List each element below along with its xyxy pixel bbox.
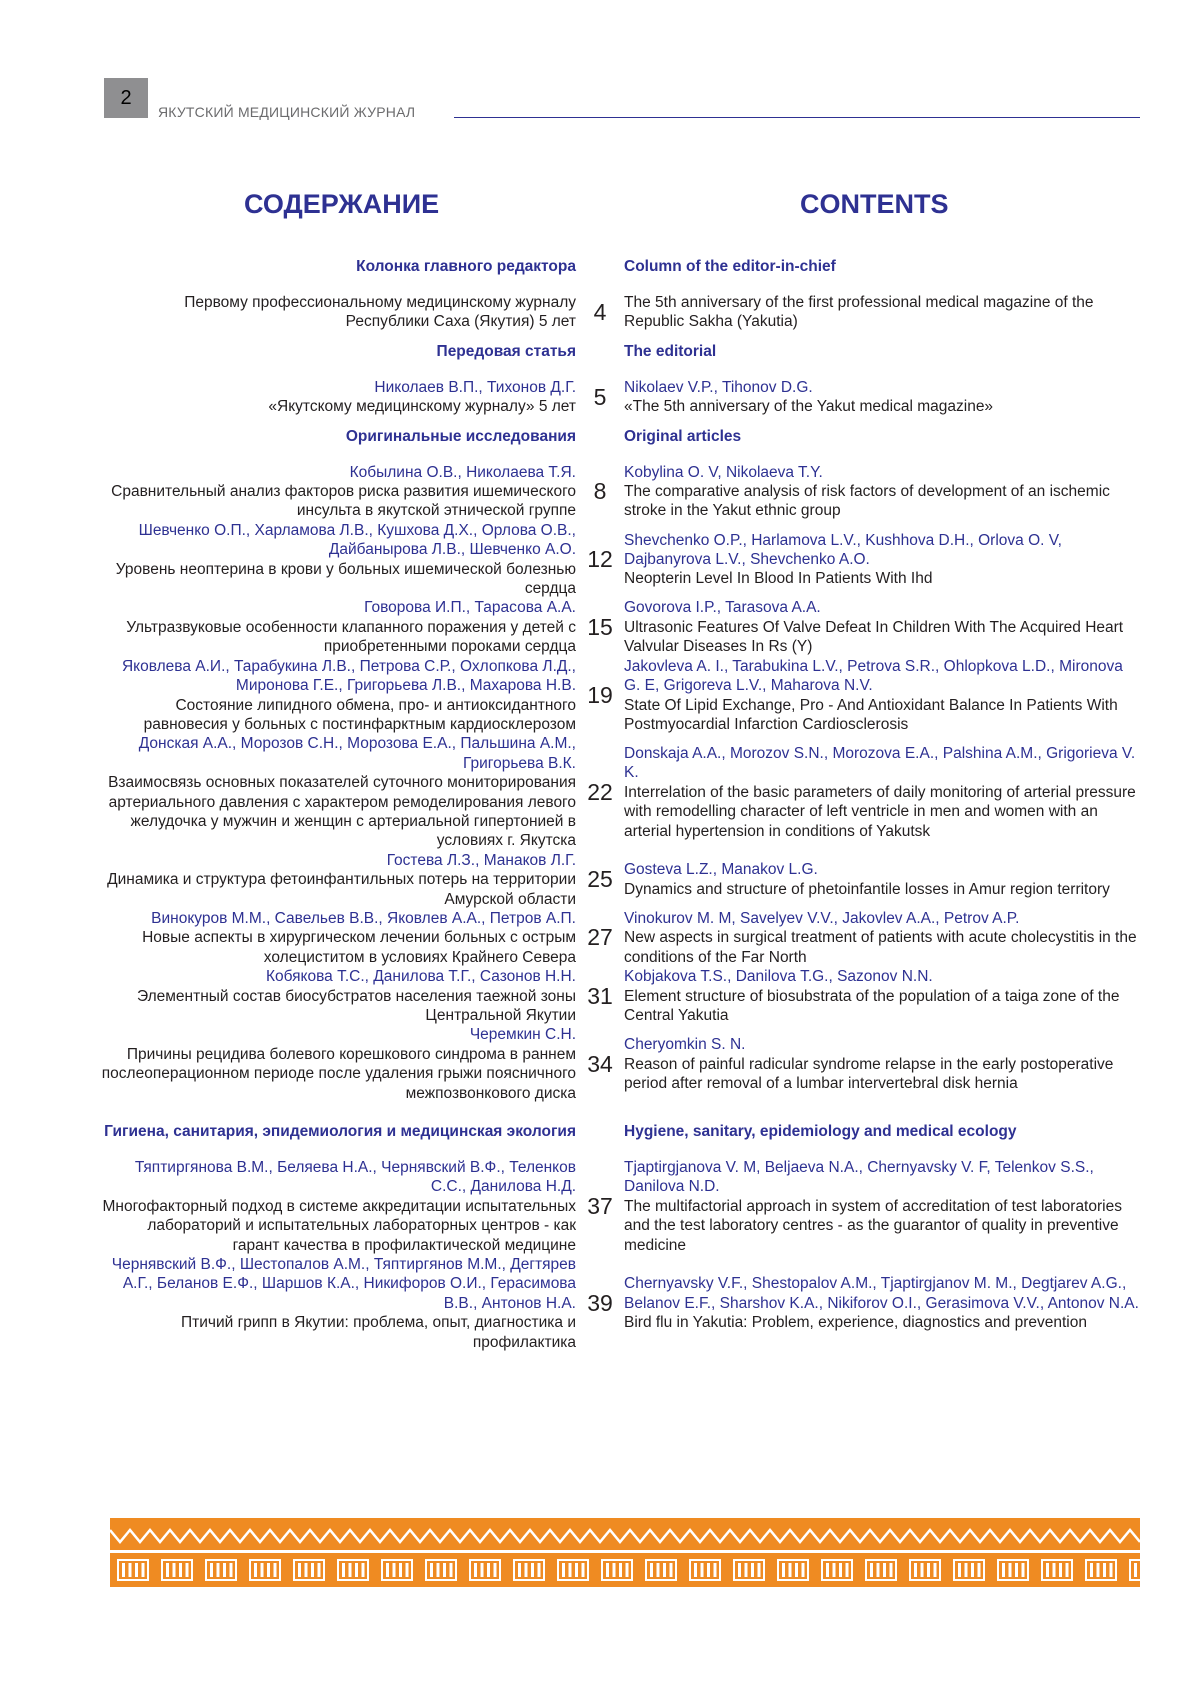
entry-title-ru: Сравнительный анализ факторов риска развития ишемического инсульта в якутской этнической группе xyxy=(111,483,576,520)
entry-page-number: 22 xyxy=(587,778,613,805)
entry-en xyxy=(624,531,1140,589)
entry-page-number: 8 xyxy=(593,478,607,505)
page-number-box: 2 xyxy=(104,78,148,118)
entry-en xyxy=(624,1158,1140,1255)
entry-ru xyxy=(100,521,576,599)
entry-title-en: The multifactorial approach in system of accreditation of test laboratories and the test laboratory centres - as the guarantor of quality in preventive medicine xyxy=(624,1197,1122,1254)
entry-page-number: 15 xyxy=(587,613,613,640)
entry-page-number: 4 xyxy=(593,298,607,325)
entry-page-number: 19 xyxy=(587,681,613,708)
entry-page-number: 27 xyxy=(587,924,613,951)
ornament-border xyxy=(110,1518,1140,1587)
entry-title-en: State Of Lipid Exchange, Pro - And Antioxidant Balance In Patients With Postmyocardial Infarction Cardiosclerosis xyxy=(624,696,1118,733)
entry-title-en: Bird flu in Yakutia: Problem, experience, diagnostics and prevention xyxy=(624,1314,1087,1332)
toc-entry xyxy=(100,378,1140,417)
entry-authors-ru: Говорова И.П., Тарасова А.А. xyxy=(364,599,576,617)
entry-title-en: Reason of painful radicular syndrome relapse in the early postoperative period after removal of a lumbar intervertebral disk hernia xyxy=(624,1055,1114,1092)
toc-entry xyxy=(100,909,1140,967)
section-heading xyxy=(100,256,1140,277)
section-heading xyxy=(100,341,1140,362)
section-title-en: Column of the editor-in-chief xyxy=(624,258,836,275)
entry-authors-en: Nikolaev V.P., Tihonov D.G. xyxy=(624,378,813,396)
entry-title-en: The 5th anniversary of the first professional medical magazine of the Republic Sakha (Yakutia) xyxy=(624,294,1094,331)
entry-ru xyxy=(100,909,576,967)
toc-section xyxy=(100,256,1140,332)
entry-title-ru: Состояние липидного обмена, про- и антиоксидантного равновесия у больных с постинфарктным кардиосклерозом xyxy=(143,696,576,733)
entry-authors-ru: Винокуров М.М., Савельев В.В., Яковлев А.А., Петров А.П. xyxy=(151,909,576,927)
entry-ru xyxy=(100,734,576,850)
entry-title-ru: Новые аспекты в хирургическом лечении больных с острым холециститом в условиях Крайнего Севера xyxy=(142,929,576,966)
entry-title-en: Dynamics and structure of phetoinfantile losses in Amur region territory xyxy=(624,880,1110,898)
entry-authors-ru: Яковлева А.И., Тарабукина Л.В., Петрова С.Р., Охлопкова Л.Д., Миронова Г.Е., Григорьева Л.В., Махарова Н.В. xyxy=(121,657,576,695)
section-title-en: The editorial xyxy=(624,342,717,360)
entry-authors-ru: Донская А.А., Морозов С.Н., Морозова Е.А., Пальшина А.М., Григорьева В.К. xyxy=(138,735,576,772)
toc-entry xyxy=(100,463,1140,521)
entry-authors-en: Govorova I.P., Tarasova A.A. xyxy=(624,599,821,617)
entry-en xyxy=(624,598,1140,656)
entry-title-en: Neopterin Level In Blood In Patients With Ihd xyxy=(624,570,933,588)
entry-authors-ru: Кобякова Т.С., Данилова Т.Г., Сазонов Н.Н. xyxy=(265,968,576,986)
entry-en xyxy=(624,293,1140,332)
entry-page-number: 25 xyxy=(587,866,613,893)
entry-authors-ru: Тяптиргянова В.М., Беляева Н.А., Чернявский В.Ф., Теленков С.С., Данилова Н.Д. xyxy=(134,1159,576,1196)
entry-title-ru: Птичий грипп в Якутии: проблема, опыт, диагностика и профилактика xyxy=(181,1314,576,1351)
entry-en xyxy=(624,1274,1140,1332)
toc-entry xyxy=(100,1025,1140,1103)
entry-authors-en: Donskaja A.A., Morozov S.N., Morozova E.A., Palshina A.M., Grigorieva V. K. xyxy=(624,745,1136,782)
toc-section xyxy=(100,341,1140,417)
entry-en xyxy=(624,967,1140,1025)
entry-authors-en: Kobjakova T.S., Danilova T.G., Sazonov N.N. xyxy=(624,968,933,986)
entry-ru xyxy=(100,378,576,417)
entry-en xyxy=(624,860,1140,899)
toc-entry xyxy=(100,1158,1140,1255)
entry-authors-en: Chernyavsky V.F., Shestopalov A.M., Tjaptirgjanov M. M., Degtjarev A.G., Belanov E.F., Sharshov K.A., Nikiforov O.I., Gerasimova V.V., Antonov N.A. xyxy=(624,1275,1139,1312)
entry-title-en: Element structure of biosubstrata of the population of a taiga zone of the Central Yakutia xyxy=(624,987,1120,1024)
entry-title-en: «The 5th anniversary of the Yakut medical magazine» xyxy=(624,398,994,416)
entry-authors-ru: Чернявский В.Ф., Шестопалов А.М., Тяптиргянов М.М., Дегтярев А.Г., Беланов Е.Ф., Шаршов К.А., Никифоров О.И., Герасимова В.В., Антонов Н.А. xyxy=(111,1256,576,1312)
entry-authors-en: Vinokurov M. M, Savelyev V.V., Jakovlev A.A., Petrov A.P. xyxy=(624,909,1020,927)
entry-authors-ru: Николаев В.П., Тихонов Д.Г. xyxy=(374,378,576,396)
entry-authors-ru: Кобылина О.В., Николаева Т.Я. xyxy=(349,463,576,481)
section-title-ru: Передовая статья xyxy=(436,342,576,360)
entry-authors-ru: Шевченко О.П., Харламова Л.В., Кушхова Д.Х., Орлова О.В., Дайбанырова Л.В., Шевченко А.О. xyxy=(138,521,576,559)
entry-title-ru: «Якутскому медицинскому журналу» 5 лет xyxy=(268,398,576,416)
toc-entry xyxy=(100,293,1140,332)
entry-ru xyxy=(100,598,576,656)
toc-entry xyxy=(100,1255,1140,1352)
contents-heading-en: CONTENTS xyxy=(800,189,949,219)
entry-title-en: The comparative analysis of risk factors of development of an ischemic stroke in the Yakut ethnic group xyxy=(624,483,1110,520)
entry-page-number: 12 xyxy=(587,545,613,572)
entry-title-ru: Динамика и структура фетоинфантильных потерь на территории Амурской области xyxy=(107,871,576,908)
section-title-ru: Оригинальные исследования xyxy=(345,427,576,445)
toc-entry xyxy=(100,967,1140,1025)
toc-entry xyxy=(100,598,1140,656)
toc-section xyxy=(100,1121,1140,1352)
entry-authors-ru: Черемкин С.Н. xyxy=(469,1026,576,1044)
section-title-en: Original articles xyxy=(624,427,742,445)
entry-authors-en: Shevchenko O.P., Harlamova L.V., Kushhova D.H., Orlova O. V, Dajbanyrova L.V., Shevchenko A.O. xyxy=(624,531,1062,568)
entry-en xyxy=(624,657,1140,735)
entry-en xyxy=(624,1035,1140,1093)
entry-ru xyxy=(100,1255,576,1352)
entry-title-ru: Многофакторный подход в системе аккредитации испытательных лабораторий и испытательных лабораторных центров - как гарант качества в профилактической медицине xyxy=(102,1197,576,1254)
table-of-contents xyxy=(100,256,1140,1361)
entry-ru xyxy=(100,463,576,521)
entry-page-number: 34 xyxy=(587,1050,613,1077)
entry-page-number: 31 xyxy=(587,982,613,1009)
entry-ru xyxy=(100,1025,576,1103)
entry-ru xyxy=(100,293,576,332)
toc-entry xyxy=(100,734,1140,850)
entry-title-ru: Уровень неоптерина в крови у больных ишемической болезнью сердца xyxy=(115,560,576,598)
section-title-ru: Гигиена, санитария, эпидемиология и медицинская экология xyxy=(104,1123,576,1141)
entry-authors-en: Gosteva L.Z., Manakov L.G. xyxy=(624,861,818,879)
section-heading xyxy=(100,1121,1140,1142)
entry-authors-en: Cheryomkin S. N. xyxy=(624,1036,746,1054)
entry-title-ru: Ультразвуковые особенности клапанного поражения у детей с приобретенными пороками сердца xyxy=(126,618,576,656)
entry-ru xyxy=(100,1158,576,1255)
toc-entry xyxy=(100,851,1140,909)
header-rule xyxy=(454,117,1140,118)
contents-heading-ru: СОДЕРЖАНИЕ xyxy=(244,189,440,219)
entry-en xyxy=(624,909,1140,967)
section-title-en: Hygiene, sanitary, epidemiology and medical ecology xyxy=(624,1123,1017,1141)
entry-page-number: 5 xyxy=(593,383,607,410)
entry-page-number: 39 xyxy=(587,1289,613,1316)
entry-title-en: Interrelation of the basic parameters of daily monitoring of arterial pressure with remodelling character of left ventricle in men and women with an arterial hypertension in conditions of Yakutsk xyxy=(624,783,1136,840)
toc-entry xyxy=(100,657,1140,735)
entry-en xyxy=(624,744,1140,841)
entry-title-ru: Элементный состав биосубстратов населения таежной зоны Центральной Якутии xyxy=(136,987,576,1024)
section-heading xyxy=(100,426,1140,447)
entry-ru xyxy=(100,851,576,909)
entry-title-ru: Взаимосвязь основных показателей суточного мониторирования артериального давления с характером ремоделирования левого желудочка у мужчин и женщин с артериальной гипертонией в условиях г. Якутска xyxy=(108,774,576,850)
journal-running-title: ЯКУТСКИЙ МЕДИЦИНСКИЙ ЖУРНАЛ xyxy=(158,104,416,120)
entry-en xyxy=(624,378,1140,417)
toc-entry xyxy=(100,521,1140,599)
entry-authors-en: Kobylina O. V, Nikolaeva T.Y. xyxy=(624,463,823,481)
entry-authors-en: Tjaptirgjanova V. M, Beljaeva N.A., Chernyavsky V. F, Telenkov S.S., Danilova N.D. xyxy=(624,1159,1094,1196)
entry-title-en: New aspects in surgical treatment of patients with acute cholecystitis in the conditions of the Far North xyxy=(624,929,1137,966)
entry-ru xyxy=(100,967,576,1025)
toc-section xyxy=(100,426,1140,1103)
entry-authors-ru: Гостева Л.З., Манаков Л.Г. xyxy=(386,851,576,869)
entry-authors-en: Jakovleva A. I., Tarabukina L.V., Petrova S.R., Ohlopkova L.D., Mironova G. E, Grigoreva L.V., Maharova N.V. xyxy=(624,657,1123,695)
entry-title-ru: Первому профессиональному медицинскому журналу Республики Саха (Якутия) 5 лет xyxy=(184,294,576,331)
entry-title-ru: Причины рецидива болевого корешкового синдрома в раннем послеоперационном периоде после удаления грыжи поясничного межпозвонкового диска xyxy=(101,1045,576,1102)
section-title-ru: Колонка главного редактора xyxy=(356,258,576,275)
entry-en xyxy=(624,463,1140,521)
entry-title-en: Ultrasonic Features Of Valve Defeat In Children With The Acquired Heart Valvular Diseases In Rs (Y) xyxy=(624,618,1124,656)
entry-page-number: 37 xyxy=(587,1192,613,1219)
entry-ru xyxy=(100,657,576,735)
